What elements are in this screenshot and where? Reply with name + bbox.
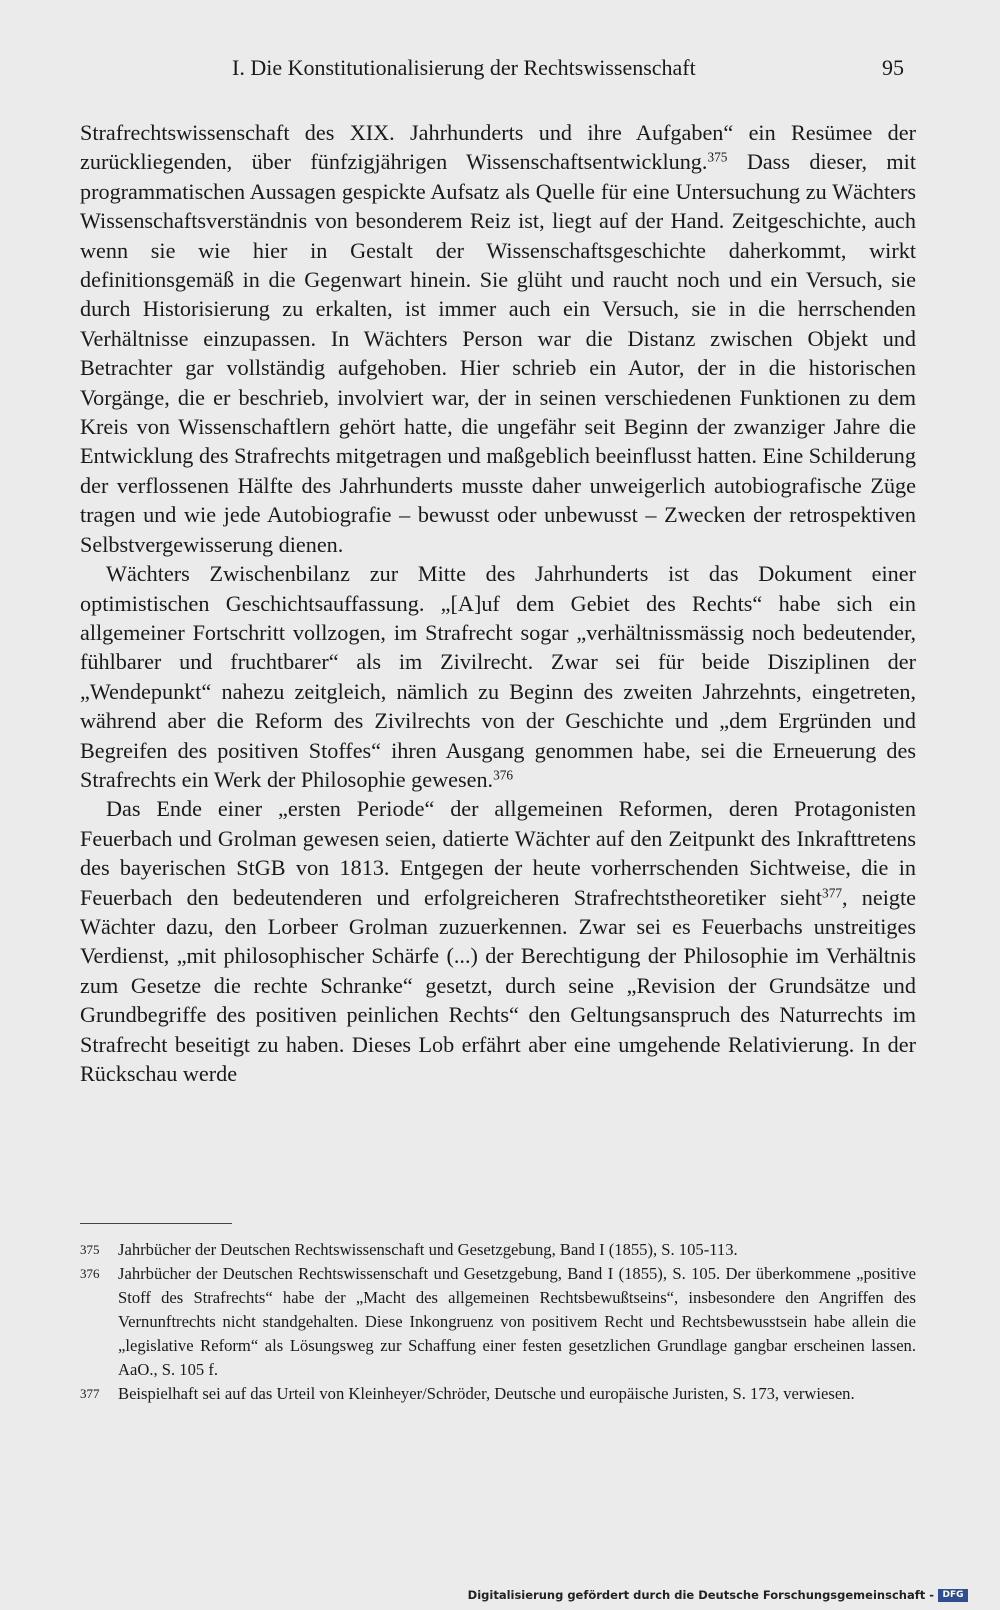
footnote-number: 377 (80, 1386, 100, 1401)
footnote-text: Jahrbücher der Deutschen Rechtswissenschaft und Gesetzgebung, Band I (1855), S. 105. Der überkommene „positive Stoff des Strafrechts“ habe der „Macht des allgemeinen Rechtsbewußtseins“, insbesondere den Angriffen des Vernunftrechts nicht standgehalten. Diese Inkongruenz von positivem Recht und Rechtsbewusstsein habe allein die „legislative Reform“ als Lösungsweg zur Schaffung einer festen gesetzlichen Grundlage gangbar erscheinen lassen. AaO., S. 105 f. (118, 1264, 916, 1379)
dfg-logo-icon: DFG (938, 1589, 968, 1602)
footnote-separator (80, 1223, 232, 1224)
footnote-ref-375[interactable]: 375 (707, 150, 728, 166)
paragraph-2: Wächters Zwischenbilanz zur Mitte des Jahrhunderts ist das Dokument einer optimistischen Geschichtsauffassung. „[A]uf dem Gebiet des Rechts“ habe sich ein allgemeiner Fortschritt vollzogen, im Strafrecht sogar „verhältnissmässig noch bedeutender, fühlbarer und fruchtbarer“ als im Zivilrecht. Zwar sei für beide Disziplinen der „Wendepunkt“ nahezu zeitgleich, nämlich zu Beginn des zweiten Jahrzehnts, eingetreten, während aber die Reform des Zivilrechts von der Geschichte und „dem Ergründen und Begreifen des positiven Stoffes“ ihren Ausgang genommen habe, sei die Erneuerung des Strafrechts ein Werk der Philosophie gewesen.$^{376}$ (80, 561, 916, 792)
credit-text: Digitalisierung gefördert durch die Deutsche Forschungsgemeinschaft - (467, 1588, 934, 1602)
footnote-number: 375 (80, 1242, 100, 1257)
body-text (80, 118, 916, 1088)
page-number: 95 (882, 55, 904, 80)
paragraph-3: Das Ende einer „ersten Periode“ der allgemeinen Reformen, deren Protagonisten Feuerbach und Grolman gewesen seien, datierte Wächter auf den Zeitpunkt des Inkrafttretens des bayerischen StGB von 1813. Entgegen der heute vorherrschenden Sichtweise, die in Feuerbach den bedeutenderen und erfolgreicheren Strafrechtstheoretiker sieht$^{377}$, neigte Wächter dazu, den Lorbeer Grolman zuzuerkennen. Zwar sei es Feuerbachs unstreitiges Verdienst, „mit philosophischer Schärfe (...) der Berechtigung der Philosophie im Verhältnis zum Gesetze die rechte Schranke“ gesetzt, durch seine „Revision der Grundsätze und Grundbegriffe des positiven peinlichen Rechts“ den Geltungsanspruch des Naturrechts im Strafrecht beseitigt zu haben. Dieses Lob erfährt aber eine umgehende Relativierung. In der Rückschau werde (80, 796, 916, 1086)
footnote-number: 376 (80, 1266, 100, 1281)
footnote-text: Beispielhaft sei auf das Urteil von Kleinheyer/Schröder, Deutsche und europäische Juristen, S. 173, verwiesen. (118, 1384, 855, 1403)
running-head (232, 55, 904, 85)
running-title: I. Die Konstitutionalisierung der Rechtswissenschaft (232, 55, 696, 80)
footnote-text: Jahrbücher der Deutschen Rechtswissenschaft und Gesetzgebung, Band I (1855), S. 105-113. (118, 1240, 738, 1259)
digitization-credit (468, 1588, 968, 1602)
footnote-ref-377[interactable]: 377 (822, 885, 842, 901)
paragraph-1: Strafrechtswissenschaft des XIX. Jahrhunderts und ihre Aufgaben“ ein Resümee der zurückliegenden, über fünfzigjährigen Wissenschaftsentwicklung.$^{375}$ Dass dieser, mit programmatischen Aussagen gespickte Aufsatz als Quelle für eine Untersuchung zu Wächters Wissenschaftsverständnis von besonderem Reiz ist, liegt auf der Hand. Zeitgeschichte, auch wenn sie wie hier in Gestalt der Wissenschaftsgeschichte daherkommt, wirkt definitionsgemäß in die Gegenwart hinein. Sie glüht und raucht noch und ein Versuch, sie durch Historisierung zu erkalten, ist immer auch ein Versuch, sie in die herrschenden Verhältnisse einzupassen. In Wächters Person war die Distanz zwischen Objekt und Betrachter gar vollständig aufgehoben. Hier schrieb ein Autor, der in die historischen Vorgänge, die er beschrieb, involviert war, der in seinen verschiedenen Funktionen zu dem Kreis von Wissenschaftlern gehört hatte, die ungefähr seit Beginn der zwanziger Jahre die Entwicklung des Strafrechts mitgetragen und maßgeblich beeinflusst hatten. Eine Schilderung der verflossenen Hälfte des Jahrhunderts musste daher unweigerlich autobiografische Züge tragen und wie jede Autobiografie – bewusst oder unbewusst – Zwecken der retrospektiven Selbstvergewisserung dienen. (80, 120, 916, 557)
footnote-377 (80, 1382, 916, 1406)
footnotes (80, 1238, 916, 1406)
footnote-ref-376[interactable]: 376 (493, 767, 514, 783)
footnote-376 (80, 1262, 916, 1382)
footnote-375 (80, 1238, 916, 1262)
